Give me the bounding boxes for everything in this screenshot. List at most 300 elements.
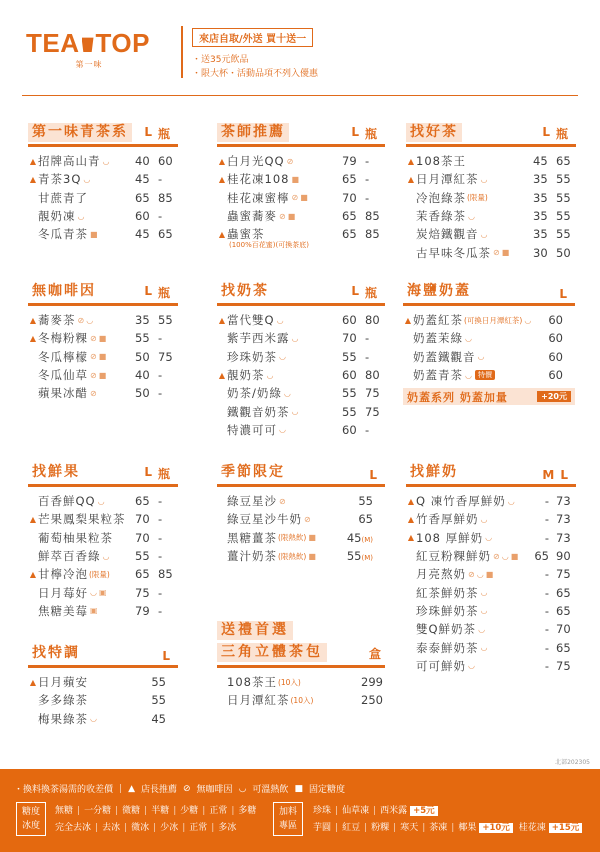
column-header: 瓶	[364, 286, 377, 300]
price-bottle: 55	[556, 172, 571, 187]
item-name: 奶蓋茉綠	[413, 331, 463, 346]
item-name-wrap	[38, 711, 138, 727]
item-name: 特濃可可	[227, 422, 277, 437]
price-bottle: 75	[158, 349, 173, 364]
menu-item[interactable]	[406, 547, 576, 565]
item-list	[403, 306, 575, 384]
price-bottle: 85	[158, 190, 173, 205]
price-bottle: -	[158, 603, 163, 618]
price-l: 35	[533, 227, 548, 242]
menu-item[interactable]	[217, 170, 385, 188]
item-name: 紅茶鮮奶茶	[416, 585, 479, 600]
logo-subtitle: 第一味	[75, 60, 103, 69]
hot-cup-icon: ◡	[485, 533, 493, 543]
section-header	[28, 463, 178, 487]
option[interactable]: 正常	[209, 806, 228, 816]
column-header: L	[560, 468, 568, 482]
option[interactable]: 桂花凍	[518, 823, 546, 833]
column-header: 瓶	[157, 286, 170, 300]
sugar-ice-label	[16, 802, 46, 836]
option[interactable]: 微糖	[122, 806, 141, 816]
menu-item[interactable]	[28, 170, 178, 188]
item-name: 焦糖美莓	[38, 603, 88, 618]
menu-item[interactable]	[28, 225, 178, 243]
fixed-sugar-icon: ■	[90, 229, 98, 239]
hot-cup-icon: ◡	[524, 315, 532, 325]
item-name-wrap	[413, 349, 535, 365]
price-bottle: 65	[158, 227, 173, 242]
hot-cup-icon: ◡	[291, 333, 299, 343]
item-name-wrap	[38, 674, 138, 690]
item-name-wrap	[413, 312, 535, 328]
price-bottle: -	[365, 331, 370, 346]
price-l: 70	[342, 331, 357, 346]
item-list	[406, 147, 576, 262]
item-name-wrap	[416, 548, 533, 564]
item-name: 冬瓜青茶	[38, 227, 88, 242]
item-list	[217, 147, 385, 250]
price-l: 60	[342, 313, 357, 328]
menu-item[interactable]	[28, 710, 178, 728]
item-name-wrap	[38, 171, 135, 187]
price-l	[535, 331, 575, 345]
fixed-sugar-icon: ■	[510, 551, 519, 561]
separator: |	[231, 806, 235, 816]
price-l: 55	[342, 404, 357, 419]
hot-cup-icon: ◡	[468, 211, 475, 221]
item-name: 月亮熬奶	[416, 567, 466, 582]
no-caffeine-icon: ⊘	[468, 569, 475, 579]
fixed-sugar-icon: ■	[308, 533, 316, 543]
price-bottle: -	[158, 368, 163, 383]
menu-item[interactable]	[406, 152, 576, 170]
item-name: 冬梅粉粿	[38, 331, 88, 346]
menu-item[interactable]	[217, 348, 385, 366]
price-bottle: 55	[158, 313, 173, 328]
item-name-wrap	[227, 493, 345, 509]
price-bottle: -	[158, 530, 163, 545]
price-bottle: -	[365, 422, 370, 437]
price-bottle: 85	[365, 209, 380, 224]
menu-item[interactable]	[217, 189, 385, 207]
option[interactable]: 寒天	[400, 823, 419, 833]
menu-item[interactable]	[28, 189, 178, 207]
section-title: 無咖啡因	[32, 283, 96, 299]
separator: |	[422, 823, 426, 833]
cup-icon	[82, 34, 94, 52]
hot-cup-icon: ◡	[102, 156, 110, 166]
menu-item[interactable]	[406, 225, 576, 243]
menu-item[interactable]	[217, 311, 385, 329]
price-l: 50	[135, 386, 150, 401]
item-name-wrap	[416, 190, 533, 206]
extra-topping-bar	[403, 388, 575, 405]
price-value: 60	[548, 331, 563, 346]
price-l: 45	[533, 154, 548, 169]
price-value: 60	[548, 349, 563, 364]
item-name-wrap	[227, 548, 345, 564]
item-name: 珍珠鮮奶茶	[416, 603, 479, 618]
hot-cup-icon: ◡	[476, 569, 484, 579]
price-l: 60	[342, 368, 357, 383]
price-value: 45	[346, 530, 362, 545]
item-list	[406, 487, 576, 675]
price-m: 65	[534, 549, 549, 564]
thumbs-up-icon: ▲	[29, 174, 37, 184]
price-bottle: 55	[556, 209, 571, 224]
menu-item[interactable]	[406, 620, 576, 638]
price-bottle: -	[158, 331, 163, 346]
menu-item[interactable]	[217, 402, 385, 420]
option[interactable]: 椰果	[458, 823, 477, 833]
item-tag: (限熱飲)	[278, 551, 307, 561]
menu-item[interactable]	[403, 348, 575, 366]
menu-item[interactable]	[217, 529, 385, 547]
menu-item[interactable]	[406, 565, 576, 583]
menu-item[interactable]	[28, 311, 178, 329]
option[interactable]: 西米露	[380, 806, 408, 816]
gift-col-box: 盒	[368, 647, 381, 661]
hot-cup-icon: ◡	[507, 496, 515, 506]
thumbs-up-icon: ▲	[29, 333, 37, 343]
price-l	[345, 549, 385, 563]
hot-cup-icon: ◡	[238, 783, 247, 794]
item-name: 綠豆星沙牛奶	[227, 512, 302, 527]
item-name-wrap	[38, 226, 135, 242]
item-list	[28, 487, 178, 620]
option[interactable]: 去冰	[102, 823, 121, 833]
item-name: 鮮萃百香綠	[38, 549, 101, 564]
hot-cup-icon: ◡	[480, 229, 488, 239]
option[interactable]: 少冰	[160, 823, 179, 833]
thumbs-up-icon: ▲	[407, 533, 415, 543]
price-value: 55	[346, 549, 362, 564]
price-l	[345, 531, 385, 545]
option[interactable]: 紅豆	[342, 823, 361, 833]
option[interactable]: 無糖	[55, 806, 74, 816]
section-header	[217, 123, 385, 147]
hot-cup-icon: ◡	[90, 588, 97, 598]
option[interactable]: 多冰	[218, 823, 237, 833]
option[interactable]: 珍珠	[313, 806, 332, 816]
thumbs-up-icon: ▲	[407, 496, 415, 506]
logo-text-left: TEA	[26, 28, 80, 58]
price-value: 45	[151, 711, 166, 726]
price-l: 65	[556, 603, 571, 618]
menu-item[interactable]	[28, 492, 178, 510]
section-header	[28, 644, 178, 668]
separator: |	[95, 823, 99, 833]
menu-item[interactable]	[28, 510, 178, 528]
option[interactable]: 茶凍	[429, 823, 448, 833]
price-value: 55	[151, 693, 166, 708]
column-header: 瓶	[555, 127, 568, 141]
addon-label	[273, 802, 303, 836]
legend-note: ・換料換茶湯需的收差價	[14, 785, 114, 795]
menu-item[interactable]	[28, 207, 178, 225]
menu-item[interactable]	[406, 243, 576, 261]
thumbs-up-icon: ▲	[29, 315, 37, 325]
separator: |	[182, 823, 186, 833]
item-name-wrap	[38, 367, 135, 383]
menu-item[interactable]	[28, 348, 178, 366]
item-name-wrap	[416, 226, 533, 242]
menu-item[interactable]	[403, 366, 575, 384]
price-bottle: -	[158, 494, 163, 509]
item-name: 日月莓好	[38, 585, 88, 600]
ice-label: 冰度	[22, 821, 41, 831]
option[interactable]: 微冰	[131, 823, 150, 833]
separator: |	[451, 823, 455, 833]
item-name: 黑糖薑茶	[227, 530, 277, 545]
hot-cup-icon: ◡	[276, 315, 284, 325]
legend-hot: 可溫熱飲	[252, 785, 289, 795]
price-l: 55	[342, 386, 357, 401]
price-value: 55	[151, 675, 166, 690]
hot-cup-icon: ◡	[291, 407, 299, 417]
price-bottle: 55	[556, 190, 571, 205]
menu-item[interactable]	[28, 366, 178, 384]
menu-item[interactable]	[28, 529, 178, 547]
price-l: 35	[533, 172, 548, 187]
menu-item[interactable]	[28, 565, 178, 583]
menu-item[interactable]	[217, 384, 385, 402]
option[interactable]: 少糖	[180, 806, 199, 816]
item-name: 綠豆星沙	[227, 494, 277, 509]
item-name: 珍珠奶茶	[227, 349, 277, 364]
price-bottle: 75	[365, 386, 380, 401]
price-bottle: -	[365, 190, 370, 205]
item-name-wrap	[416, 603, 533, 619]
item-name: 雙Q鮮奶茶	[416, 622, 477, 637]
fixed-sugar-icon: ■	[485, 569, 494, 579]
price-l: 65	[342, 209, 357, 224]
item-name-wrap	[227, 422, 342, 438]
item-name-wrap	[227, 312, 342, 328]
no-caffeine-icon: ⊘	[183, 783, 191, 794]
section-special	[28, 644, 178, 728]
price-l: 65	[135, 494, 150, 509]
item-tag: (10入)	[277, 677, 301, 687]
menu-item[interactable]	[28, 691, 178, 709]
menu-item[interactable]	[406, 170, 576, 188]
section-sea-salt	[403, 282, 575, 405]
menu-item[interactable]	[217, 421, 385, 439]
header-divider	[181, 26, 183, 78]
item-name-wrap	[38, 530, 135, 546]
price-size: (M)	[361, 554, 373, 563]
hot-cup-icon: ◡	[480, 643, 488, 653]
hot-cup-icon: ◡	[83, 174, 91, 184]
menu-item[interactable]	[406, 492, 576, 510]
item-name-wrap	[227, 190, 342, 206]
menu-item[interactable]	[406, 638, 576, 656]
menu-item[interactable]	[28, 583, 178, 601]
menu-item[interactable]	[406, 583, 576, 601]
addon-label-1: 加料	[279, 807, 298, 817]
column-headers	[351, 284, 385, 301]
item-tag: (可換日月潭紅茶)	[464, 315, 523, 325]
column-header: L	[144, 125, 152, 139]
menu-item[interactable]	[28, 384, 178, 402]
menu-item[interactable]	[217, 152, 385, 170]
item-name: 奶茶/奶綠	[227, 386, 282, 401]
price-l	[535, 313, 575, 327]
item-name: 冬瓜檸檬	[38, 349, 88, 364]
thumbs-up-icon: ▲	[407, 174, 415, 184]
menu-item[interactable]	[217, 225, 385, 250]
menu-item[interactable]	[217, 547, 385, 565]
item-tag: (限熱飲)	[278, 533, 307, 543]
option[interactable]: 正常	[189, 823, 208, 833]
menu-item[interactable]	[406, 602, 576, 620]
option[interactable]: 一分糖	[84, 806, 112, 816]
no-caffeine-icon: ⊘	[90, 388, 97, 398]
item-list	[28, 668, 178, 728]
item-name-wrap	[416, 511, 533, 527]
fixed-sugar-icon: ■	[98, 352, 107, 362]
price-l: 45	[135, 172, 150, 187]
item-name: 白月光QQ	[227, 154, 285, 169]
item-name-wrap	[227, 367, 342, 383]
menu-item[interactable]	[217, 492, 385, 510]
menu-item[interactable]	[403, 329, 575, 347]
item-name-wrap	[416, 640, 533, 656]
option[interactable]: 多糖	[238, 806, 257, 816]
column-headers	[144, 284, 178, 301]
column-header: L	[559, 287, 567, 301]
price-l: 79	[342, 154, 357, 169]
item-name: 奶蓋紅茶	[413, 313, 463, 328]
price-l	[138, 675, 178, 689]
thumbs-up-icon: ▲	[29, 569, 37, 579]
separator: |	[173, 806, 177, 816]
item-name-wrap	[227, 349, 342, 365]
price-value: 55	[358, 494, 373, 509]
menu-item[interactable]	[406, 207, 576, 225]
fixed-sugar-icon: ■	[300, 193, 308, 203]
item-tag: (10入)	[290, 695, 314, 705]
menu-item[interactable]	[217, 329, 385, 347]
menu-item[interactable]	[403, 311, 575, 329]
price-bottle: -	[158, 512, 163, 527]
menu-item[interactable]	[406, 657, 576, 675]
fixed-sugar-icon: ■	[294, 783, 303, 794]
option[interactable]: 完全去冰	[55, 823, 92, 833]
price-bottle: 60	[158, 154, 173, 169]
item-name-wrap	[38, 208, 135, 224]
legend-separator: |	[119, 783, 123, 794]
hot-cup-icon: ◡	[480, 514, 488, 524]
thumbs-up-icon: ▲	[128, 783, 135, 794]
item-name: 招牌高山青	[38, 154, 101, 169]
item-note: (100%百花蜜)(可換茶底)	[229, 241, 309, 250]
hot-cup-icon: ◡	[480, 174, 488, 184]
option[interactable]: 芋圓	[313, 823, 332, 833]
price-l: 70	[135, 530, 150, 545]
menu-item[interactable]	[28, 547, 178, 565]
price-l: 75	[135, 585, 150, 600]
option[interactable]: 仙草凍	[342, 806, 370, 816]
no-caffeine-icon: ⊘	[291, 193, 299, 203]
seasonal-icon: ▣	[98, 588, 107, 598]
price-l: 90	[556, 549, 571, 564]
option[interactable]: 半糖	[151, 806, 170, 816]
gift-item[interactable]	[217, 691, 385, 709]
item-name: 薑汁奶茶	[227, 549, 277, 564]
column-header: L	[144, 465, 152, 479]
price-l: 73	[556, 530, 571, 545]
item-list	[217, 487, 385, 565]
hot-cup-icon: ◡	[480, 606, 488, 616]
hot-cup-icon: ◡	[465, 370, 472, 380]
item-name-wrap	[227, 692, 361, 708]
separator: |	[373, 806, 377, 816]
section-title: 找鮮奶	[410, 464, 458, 480]
item-name-wrap	[416, 171, 533, 187]
column-headers	[162, 649, 178, 663]
price-bottle: 80	[365, 313, 380, 328]
separator: |	[211, 823, 215, 833]
item-name: 靚奶凍	[38, 209, 76, 224]
footer-legend	[14, 782, 345, 795]
separator: |	[144, 806, 148, 816]
section-milk-tea	[217, 282, 385, 439]
item-name: Q 凍竹香厚鮮奶	[416, 494, 506, 509]
hot-cup-icon: ◡	[468, 661, 475, 671]
item-name: 靚奶茶	[227, 368, 265, 383]
item-name: 日月蘋安	[38, 675, 88, 690]
menu-item[interactable]	[28, 602, 178, 620]
item-name-wrap	[38, 566, 135, 582]
gift-item[interactable]	[217, 673, 385, 691]
column-headers	[542, 125, 576, 142]
menu-item[interactable]	[217, 207, 385, 225]
item-tag: (限量)	[467, 193, 488, 203]
menu-item[interactable]	[217, 366, 385, 384]
menu-item[interactable]	[28, 152, 178, 170]
thumbs-up-icon: ▲	[218, 315, 226, 325]
hot-cup-icon: ◡	[480, 588, 488, 598]
thumbs-up-icon: ▲	[29, 156, 37, 166]
menu-item[interactable]	[217, 510, 385, 528]
thumbs-up-icon: ▲	[218, 229, 226, 239]
menu-item[interactable]	[406, 529, 576, 547]
menu-item[interactable]	[406, 189, 576, 207]
item-name: 桂花凍108	[227, 172, 290, 187]
no-caffeine-icon: ⊘	[493, 248, 500, 258]
menu-item[interactable]	[406, 510, 576, 528]
price-l: 65	[342, 172, 357, 187]
item-name-wrap	[413, 367, 535, 383]
no-caffeine-icon: ⊘	[279, 211, 286, 221]
price-l	[345, 494, 385, 508]
item-name-wrap	[227, 511, 345, 527]
option[interactable]: 粉粿	[371, 823, 390, 833]
menu-item[interactable]	[28, 329, 178, 347]
price-value: 65	[358, 512, 373, 527]
fixed-sugar-icon: ■	[287, 211, 296, 221]
item-name-wrap	[38, 312, 135, 328]
column-headers	[351, 125, 385, 142]
column-header: L	[351, 125, 359, 139]
column-headers	[559, 287, 575, 301]
section-tea-master	[217, 123, 385, 253]
menu-item[interactable]	[28, 673, 178, 691]
legend-recommend: 店長推薦	[140, 785, 177, 795]
column-header: L	[542, 125, 550, 139]
item-name-wrap	[38, 493, 135, 509]
